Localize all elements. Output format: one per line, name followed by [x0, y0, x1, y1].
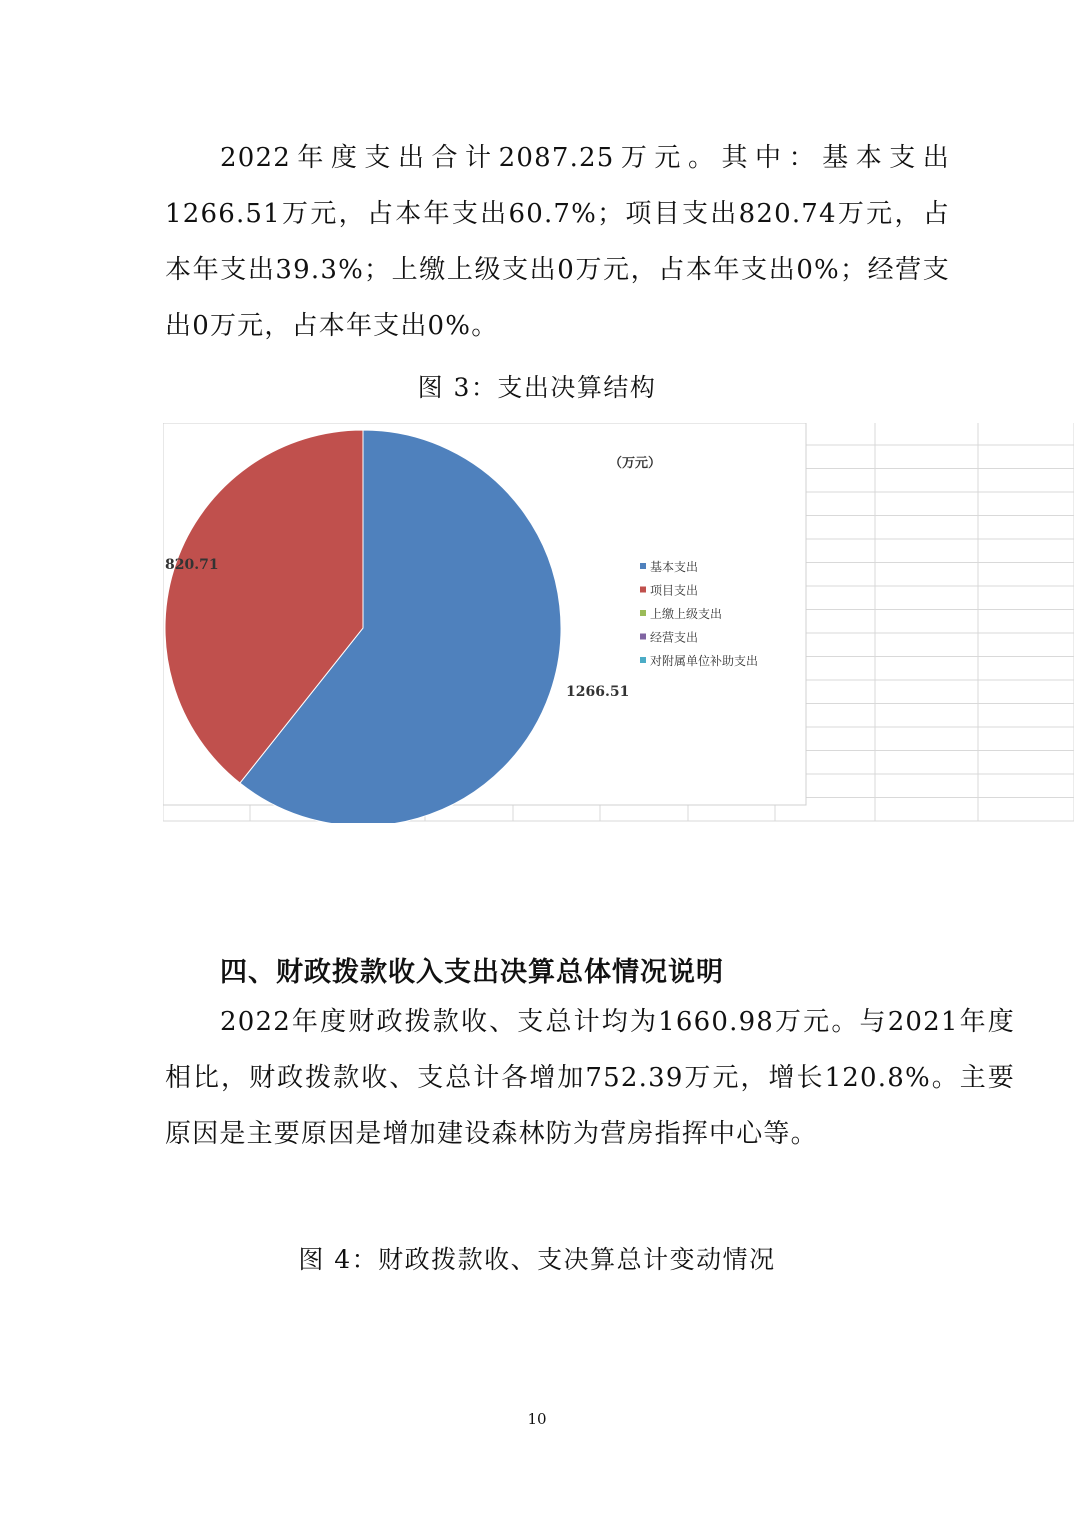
section-heading: 四、财政拨款收入支出决算总体情况说明 [220, 957, 724, 988]
figure-4-caption: 图 4：财政拨款收、支决算总计变动情况 [298, 1245, 776, 1274]
expenditure-structure-chart [163, 423, 1074, 823]
data-label-1: 1266.51 [566, 684, 630, 700]
legend-swatch-3 [640, 610, 646, 616]
legend-label-2: 项目支出 [650, 583, 699, 598]
legend-swatch-5 [640, 657, 646, 663]
legend-label-1: 基本支出 [650, 560, 699, 574]
page-number: 10 [527, 1410, 547, 1428]
legend-label-5: 对附属单位补助支出 [650, 654, 759, 668]
expenditure-summary-paragraph: 2022年度支出合计2087.25万元。其中：基本支出1266.51万元，占本年支出60.7%；项目支出820.74万元，占本年支出39.3%；上缴上级支出0万元，占本年支出0%；经营支出0万元，占本年支出0%。 [165, 143, 950, 341]
legend-swatch-2 [640, 587, 646, 593]
fiscal-summary-paragraph: 2022年度财政拨款收、支总计均为1660.98万元。与2021年度相比，财政拨款收、支总计各增加752.39万元，增长120.8%。主要原因是主要原因是增加建设森林防为营房指挥中心等。 [165, 1007, 1015, 1149]
legend-label-4: 经营支出 [650, 630, 699, 645]
pie-chart-svg [163, 423, 1074, 823]
figure-3-caption: 图 3：支出决算结构 [417, 373, 657, 402]
legend-swatch-4 [640, 634, 646, 640]
legend-label-3: 上缴上级支出 [650, 607, 723, 621]
pie-slices [165, 430, 561, 823]
data-label-2: 820.71 [165, 557, 219, 573]
chart-title: （万元） [608, 456, 662, 471]
legend-swatch-1 [640, 563, 646, 569]
